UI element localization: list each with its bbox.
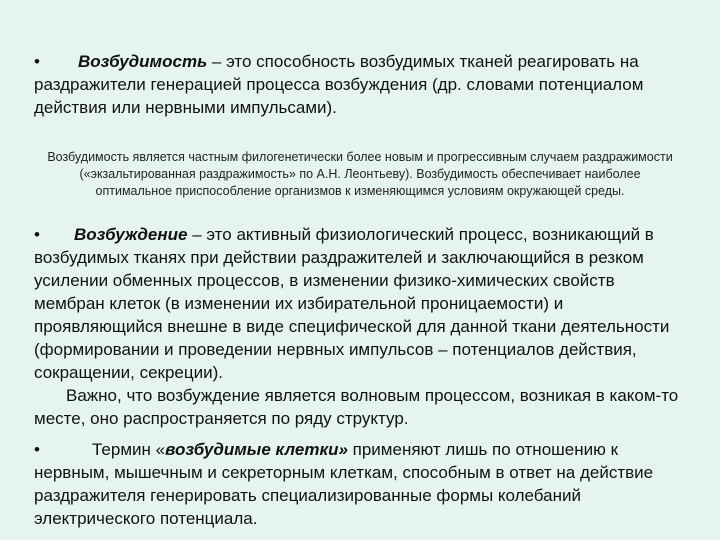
term-prefix: Термин « bbox=[92, 440, 166, 459]
bullet-marker: • bbox=[34, 225, 40, 244]
term-excitation: Возбуждение bbox=[74, 225, 188, 244]
bullet-marker: • bbox=[34, 52, 40, 71]
excitability-note: Возбудимость является частным филогенетически более новым и прогрессивным случаем раздражимости («экзальтированная раздражимость» по А.Н. Леонтьеву). Возбудимость обеспечивает наиболее оптимальное приспособление организмов к изменяющимся условиям окружающей среды. bbox=[47, 149, 673, 198]
definition-excitability bbox=[34, 50, 686, 119]
definition-excitable-cells-text: применяют лишь по отношению к нервным, мышечным и секреторным клеткам, способным в ответ на действие раздражителя генерировать специализированные формы колебаний электрического потенциала. bbox=[34, 440, 654, 528]
definition-excitation-text: – это активный физиологический процесс, возникающий в возбудимых тканях при действии раздражителей и заключающийся в резком усилении обменных процессов, в изменении физико-химических свойств мембран клеток (в изменении их избирательной проницаемости) и проявляющийся внешне в виде специфической для данной ткани деятельности (формировании и проведении нервных импульсов – потенциалов действия, сокращении, секреции). bbox=[34, 225, 670, 382]
term-excitability: Возбудимость bbox=[78, 52, 208, 71]
excitation-wave-note: Важно, что возбуждение является волновым процессом, возникая в каком-то месте, оно распространяется по ряду структур. bbox=[34, 386, 679, 428]
definition-excitable-cells bbox=[34, 438, 686, 530]
bullet-marker: • bbox=[34, 440, 40, 459]
definition-excitation bbox=[34, 223, 686, 430]
term-excitable-cells: возбудимые клетки» bbox=[165, 440, 348, 459]
definition-excitability-text: – это способность возбудимых тканей реагировать на раздражители генерацией процесса возбуждения (др. словами потенциалом действия или нервными импульсами). bbox=[34, 52, 644, 117]
